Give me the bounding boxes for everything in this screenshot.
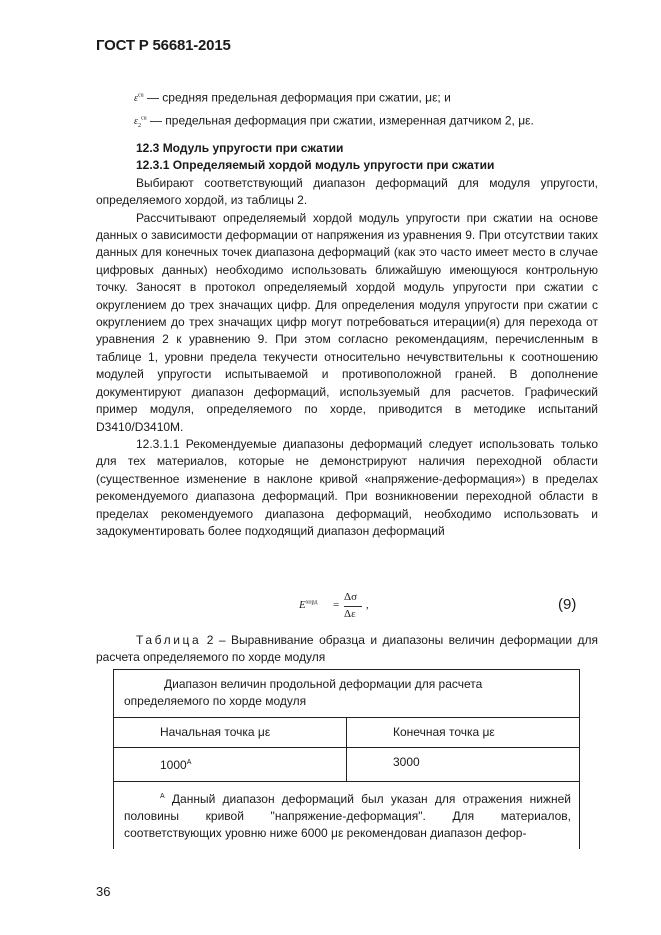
formula-comma: ,: [366, 599, 369, 611]
table-row: [114, 781, 580, 849]
paragraph: Выбирают соответствующий диапазон деформаций для модуля упругости, определяемого хордой, из таблицы 2.: [96, 175, 598, 208]
equation-9: [0, 586, 661, 626]
definition-item: [96, 88, 598, 108]
strain-range-table: [113, 669, 580, 849]
table-caption: [96, 632, 598, 667]
paragraph: 12.3.1.1 Рекомендуемые диапазоны деформаций следует использовать только для тех материалов, которые не демонстрируют наличия переходной области (существенное изменение в наклоне кривой «напряжение-деформация») в пределах рекомендуемого диапазона деформаций. При возникновении переходной области в пределах рекомендуемого диапазона деформаций, необходимо использовать и задокументировать более подходящий диапазон деформаций: [96, 436, 598, 538]
table-caption-text: 2 – Выравнивание образца и диапазоны величин деформации для расчета определяемого по хорде модуля: [96, 633, 598, 665]
subsection-heading: 12.3.1 Определяемый хордой модуль упругости при сжатии: [136, 158, 495, 173]
table-footnote-cell: [114, 781, 580, 849]
definition-text: — средняя предельная деформация при сжатии, με; и: [146, 90, 451, 105]
table-row: [114, 670, 580, 718]
table-footnote: $^A$ Данный диапазон деформаций был указан для отражения нижней половины кривой "напряжение-деформация". Для материалов, соответствующих уровню ниже 6000 με рекомендован диапазон дефор-: [124, 791, 571, 841]
symbol: $\varepsilon^{cu}$: [134, 93, 144, 105]
document-header: ГОСТ Р 56681-2015: [96, 37, 231, 54]
section-heading: 12.3 Модуль упругости при сжатии: [136, 141, 344, 155]
table-col-start: Начальная точка με: [114, 717, 347, 747]
symbol-definitions: [96, 88, 598, 135]
table-row: [114, 748, 580, 781]
fraction-bar: [344, 606, 362, 607]
table-header-cell: Диапазон величин продольной деформации для расчета определяемого по хорде модуля: [114, 670, 580, 718]
table-row: [114, 717, 580, 747]
paragraph: Рассчитывают определяемый хордой модуль упругости при сжатии на основе данных о зависимости деформации от напряжения из уравнения 9. При отсутствии таких данных для конечных точек диапазона деформаций (как это часто имеет место в случае цифровых данных) необходимо использовать ближайшую имеющуюся контрольную точку. Заносят в протокол определяемый хордой модуль упругости при сжатии с округлением до трех значащих цифр. Для определения модуля упругости при сжатии с округлением до трех значащих цифр могут потребоваться итерации(я) для перехода от уравнения 2 к уравнению 9. При этом согласно рекомендациям, перечисленным в таблице 1, уровни предела текучести относительно нечувствительны к соотношению модулей упругости испытываемой и противоположной граней. В дополнение документируют диапазон деформаций, используемый для расчетов. Графический пример модуля, определяемого по хорде, приводится в методике испытаний D3410/D3410M.: [96, 210, 598, 434]
symbol: $\varepsilon_2^{cu}$: [134, 115, 147, 130]
section-12-3: [96, 140, 598, 540]
definition-item: [96, 111, 598, 136]
definition-text: — предельная деформация при сжатии, измеренная датчиком 2, με.: [149, 113, 534, 128]
table-cell-end: 3000: [347, 748, 580, 781]
page-number: 36: [96, 884, 111, 899]
table-caption-label: Таблица: [136, 633, 202, 647]
formula-denominator: Δε: [344, 608, 356, 620]
equation-number: (9): [558, 596, 577, 613]
formula-equals: =: [333, 599, 340, 611]
table-col-end: Конечная точка με: [347, 717, 580, 747]
formula-lhs: $E^{хорд}$: [299, 599, 318, 611]
table-cell-start: $1000^A$: [114, 748, 347, 781]
formula-numerator: Δσ: [344, 591, 358, 603]
